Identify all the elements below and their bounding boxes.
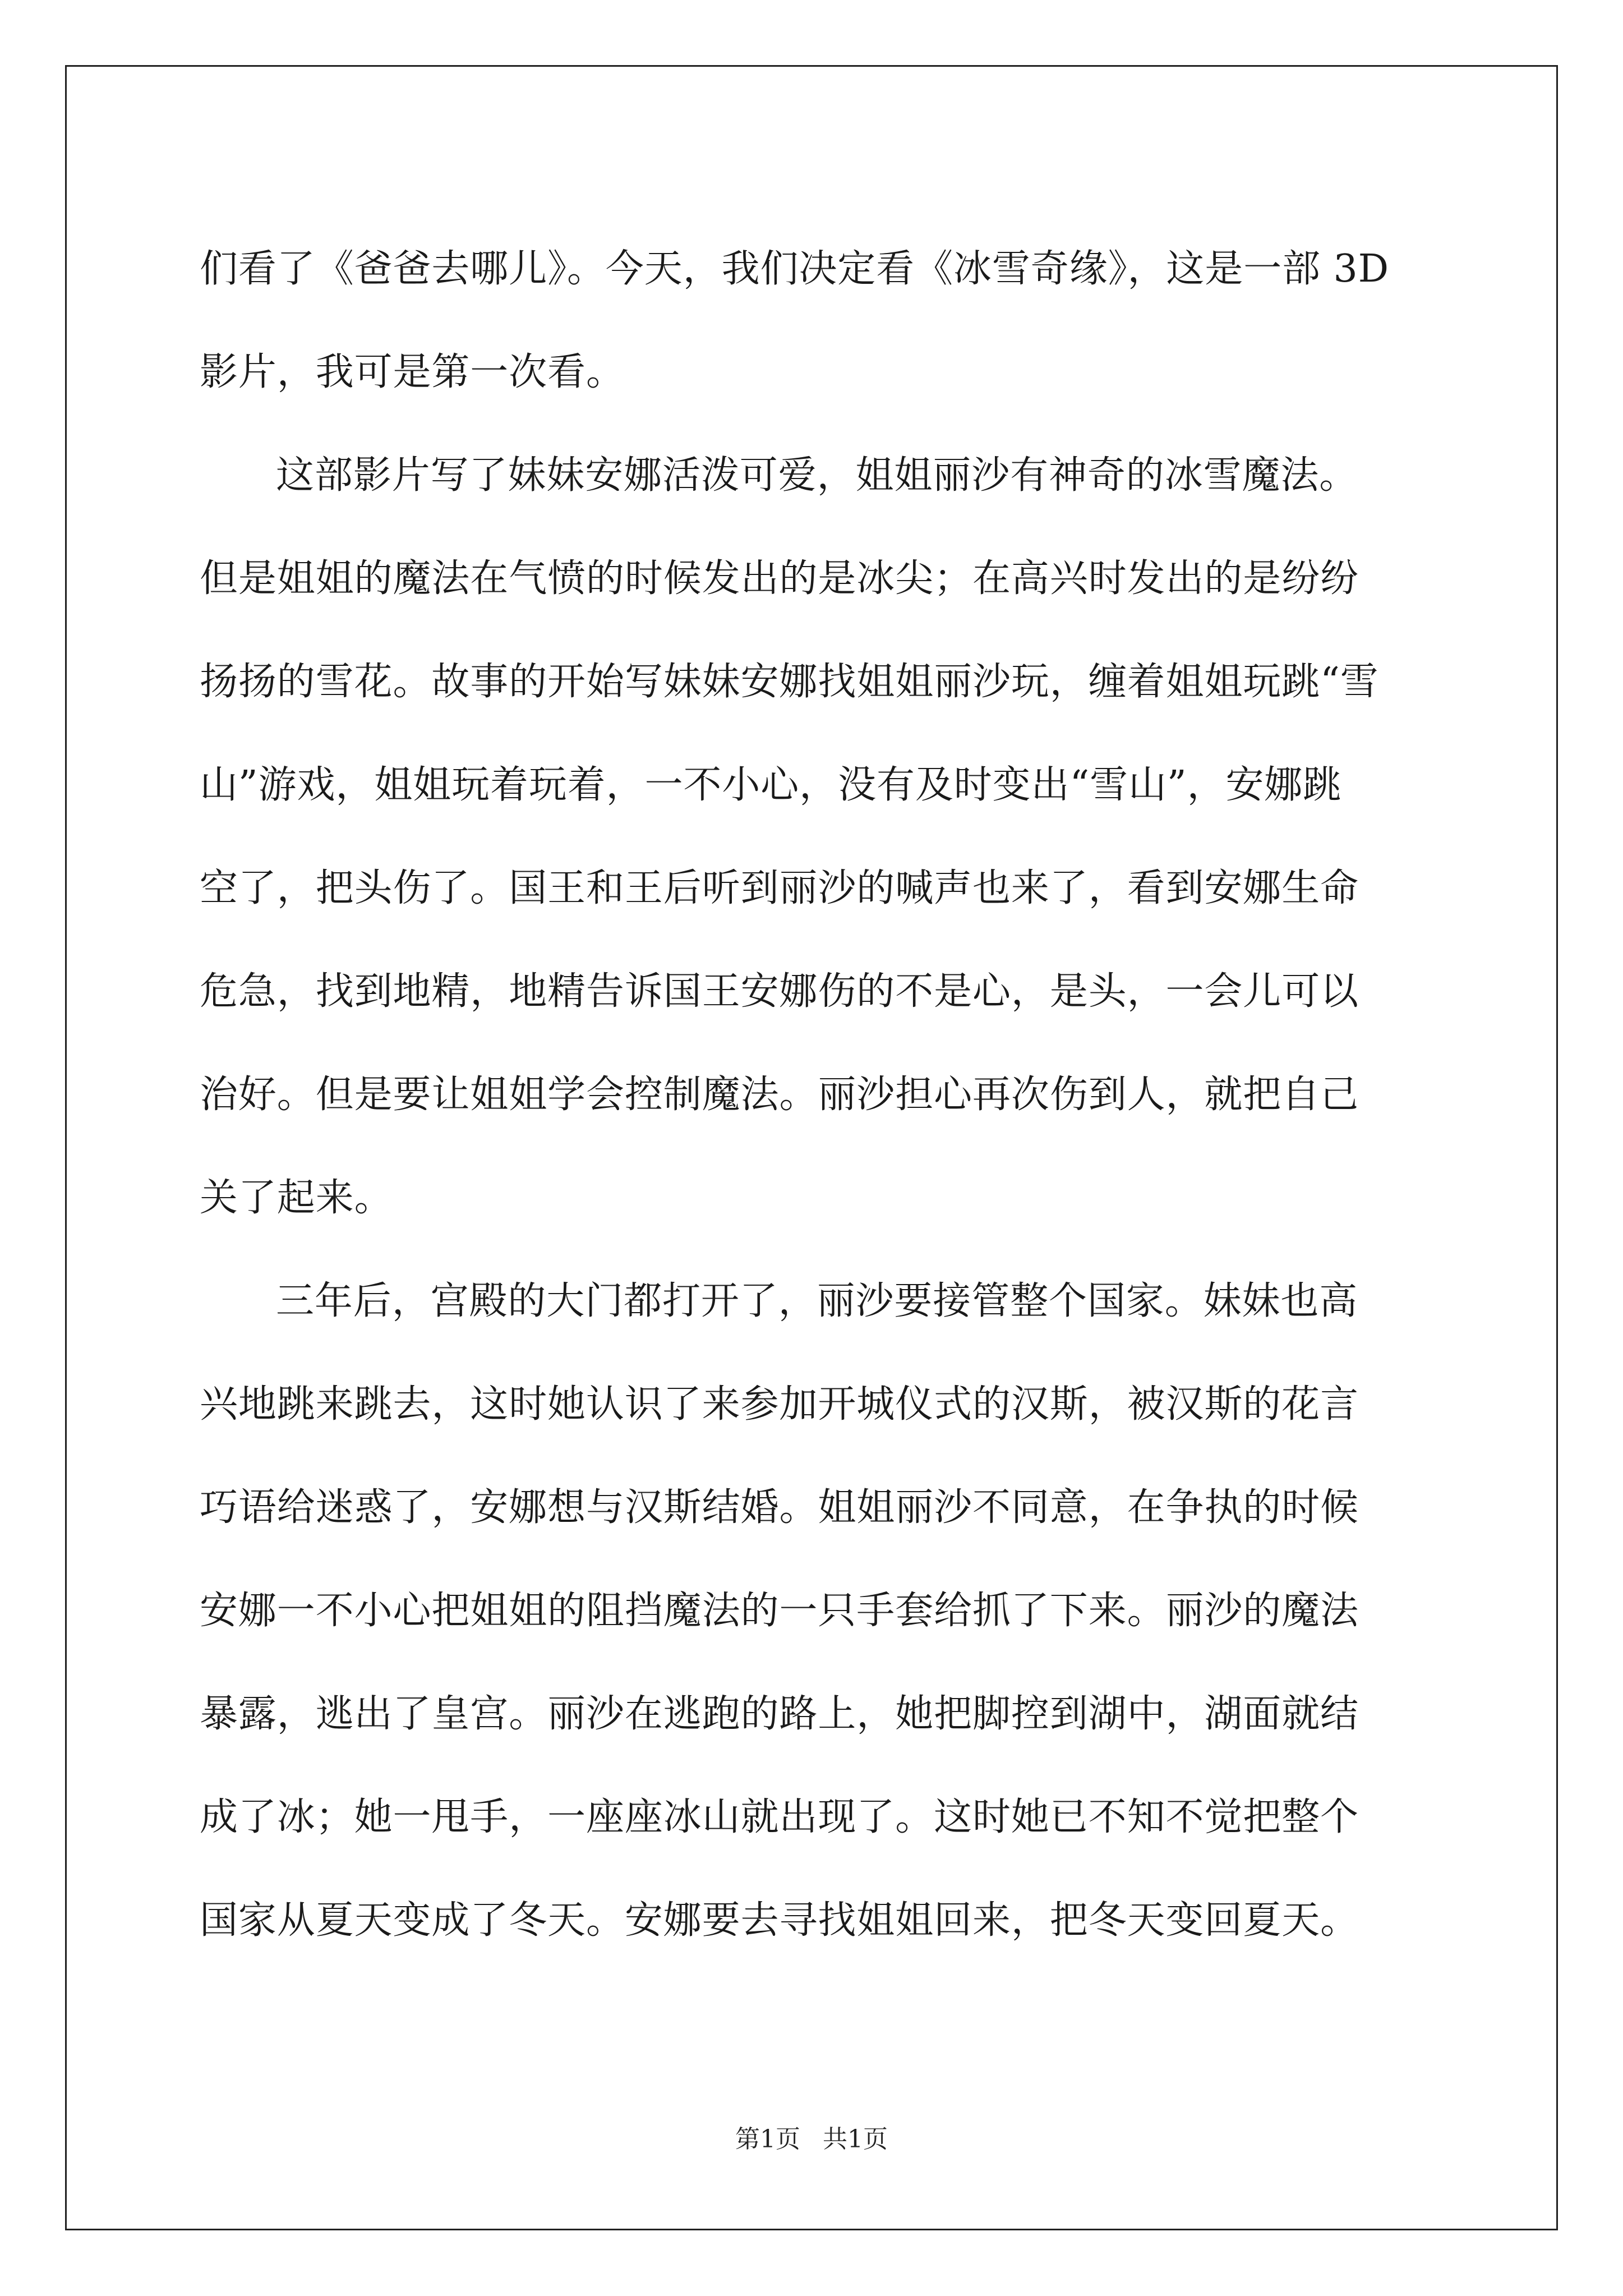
document-body — [200, 218, 1433, 1972]
text-line: 扬扬的雪花。故事的开始写妹妹安娜找姐姐丽沙玩，缠着姐姐玩跳“雪 — [200, 660, 1379, 704]
text-line: 兴地跳来跳去，这时她认识了来参加开城仪式的汉斯，被汉斯的花言 — [200, 1382, 1359, 1427]
text-line: 们看了《爸爸去哪儿》。今天，我们决定看《冰雪奇缘》，这是一部 3D — [200, 247, 1390, 291]
text-line: 空了，把头伤了。国王和王后听到丽沙的喊声也来了，看到安娜生命 — [200, 866, 1359, 910]
text-line: 这部影片写了妹妹安娜活泼可爱，姐姐丽沙有神奇的冰雪魔法。 — [276, 453, 1358, 498]
text-line: 危急，找到地精，地精告诉国王安娜伤的不是心，是头，一会儿可以 — [200, 969, 1359, 1014]
text-line: 暴露，逃出了皇宫。丽沙在逃跑的路上，她把脚控到湖中，湖面就结 — [200, 1692, 1359, 1736]
text-line: 三年后，宫殿的大门都打开了，丽沙要接管整个国家。妹妹也高 — [276, 1279, 1358, 1323]
text-line: 影片，我可是第一次看。 — [200, 350, 625, 394]
text-line: 关了起来。 — [200, 1176, 393, 1220]
text-line: 安娜一不小心把姐姐的阻挡魔法的一只手套给抓了下来。丽沙的魔法 — [200, 1589, 1359, 1633]
page-total: 共1页 — [823, 2125, 888, 2154]
text-line: 山”游戏，姐姐玩着玩着，一不小心，没有及时变出“雪山”，安娜跳 — [200, 763, 1342, 807]
text-line: 巧语给迷惑了，安娜想与汉斯结婚。姐姐丽沙不同意，在争执的时候 — [200, 1485, 1359, 1530]
text-line: 但是姐姐的魔法在气愤的时候发出的是冰尖；在高兴时发出的是纷纷 — [200, 556, 1359, 601]
paragraph-3 — [200, 1250, 1433, 1972]
text-line: 治好。但是要让姐姐学会控制魔法。丽沙担心再次伤到人，就把自己 — [200, 1073, 1359, 1117]
page-number: 第1页 — [735, 2125, 800, 2154]
text-line: 成了冰；她一甩手，一座座冰山就出现了。这时她已不知不觉把整个 — [200, 1795, 1359, 1839]
text-line: 国家从夏天变成了冬天。安娜要去寻找姐姐回来，把冬天变回夏天。 — [200, 1898, 1359, 1943]
paragraph-2 — [200, 424, 1433, 1250]
page-footer — [0, 2123, 1623, 2156]
paragraph-1 — [200, 218, 1433, 424]
